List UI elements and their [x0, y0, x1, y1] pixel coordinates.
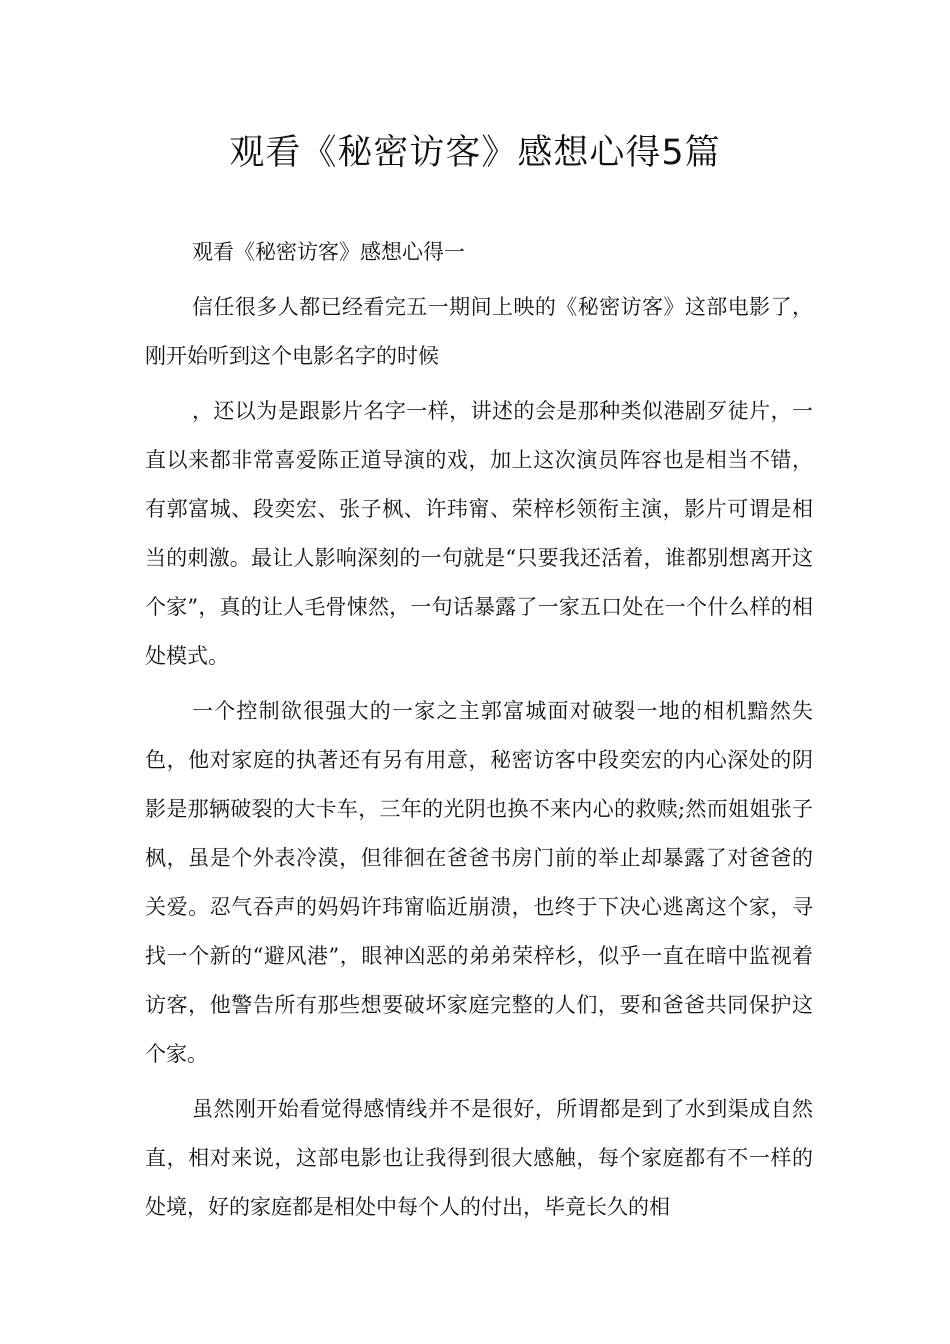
document-body: [145, 228, 813, 1232]
section-heading: 观看《秘密访客》感想心得一: [192, 240, 465, 264]
paragraph-2: ，还以为是跟影片名字一样，讲述的会是那种类似港剧歹徒片，一直以来都非常喜爱陈正道导演的戏，加上这次演员阵容也是相当不错，有郭富城、段奕宏、张子枫、许玮甯、荣梓杉领衔主演，影片可谓是相当的刺激。最让人影响深刻的一句就是“只要我还活着，谁都别想离开这个家”，真的让人毛骨悚然，一句话暴露了一家五口处在一个什么样的相处模式。: [145, 399, 813, 668]
paragraph-4: 虽然刚开始看觉得感情线并不是很好，所谓都是到了水到渠成自然直，相对来说，这部电影也让我得到很大感触，每个家庭都有不一样的处境，好的家庭都是相处中每个人的付出，毕竟长久的相: [145, 1097, 813, 1219]
paragraph-3: 一个控制欲很强大的一家之主郭富城面对破裂一地的相机黯然失色，他对家庭的执著还有另有用意，秘密访客中段奕宏的内心深处的阴影是那辆破裂的大卡车，三年的光阴也换不来内心的救赎;然而姐姐张子枫，虽是个外表冷漠，但徘徊在爸爸书房门前的举止却暴露了对爸爸的关爱。忍气吞声的妈妈许玮甯临近崩溃，也终于下决心逃离这个家，寻找一个新的“避风港”，眼神凶恶的弟弟荣梓杉，似乎一直在暗中监视着访客，他警告所有那些想要破坏家庭完整的人们，要和爸爸共同保护这个家。: [145, 699, 813, 1066]
document-title: 观看《秘密访客》感想心得5篇: [229, 133, 721, 173]
paragraph-1: 信任很多人都已经看完五一期间上映的《秘密访客》这部电影了，刚开始听到这个电影名字的时候: [145, 295, 813, 368]
